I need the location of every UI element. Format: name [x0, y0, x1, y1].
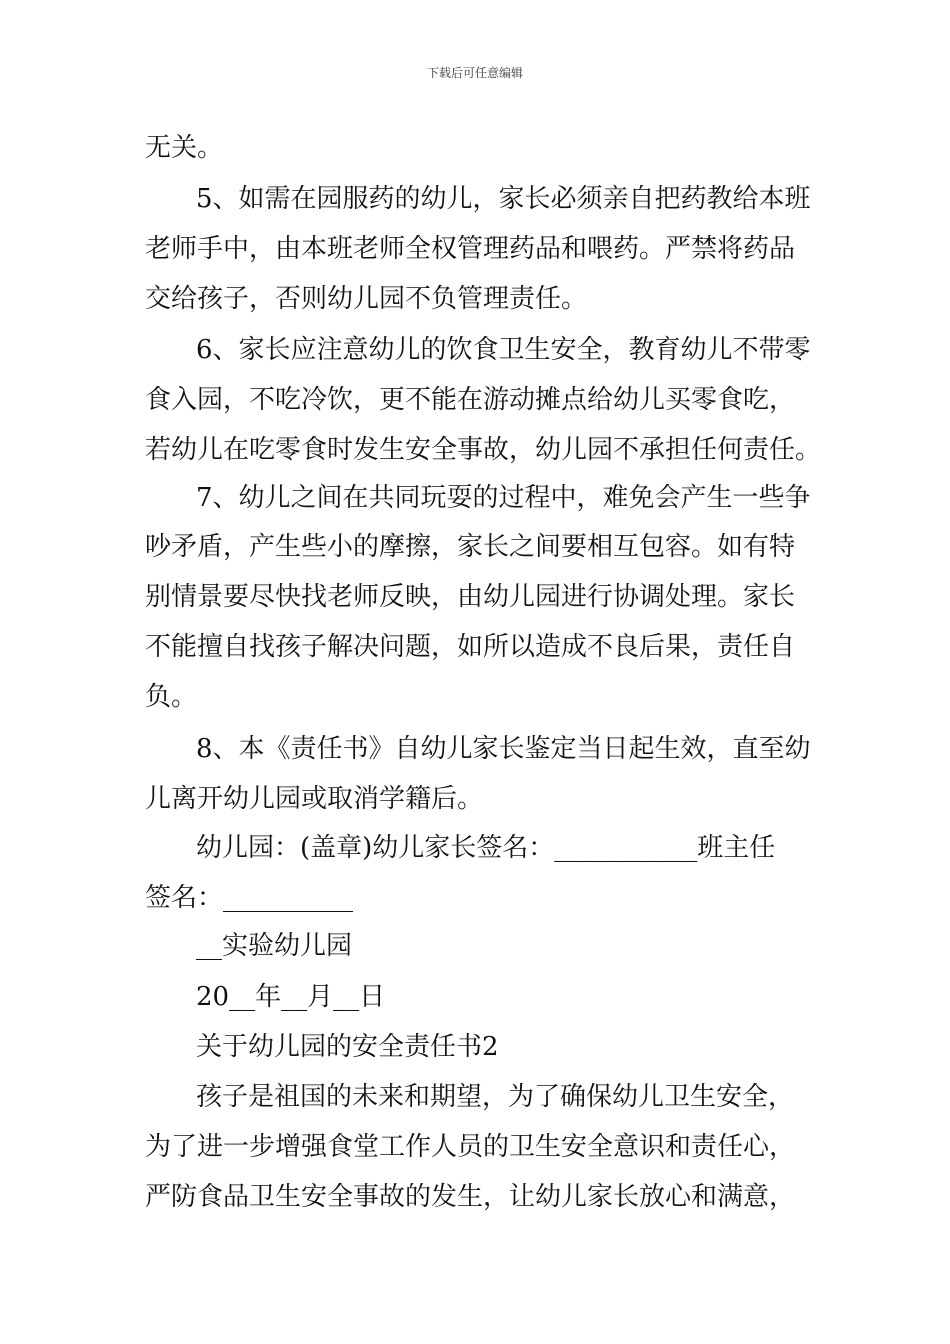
signature-line: 幼儿园：(盖章)幼儿家长签名：___________班主任 — [196, 833, 776, 863]
kindergarten-name: __实验幼儿园 — [196, 931, 353, 961]
text-line: 无关。 — [145, 133, 224, 163]
text-line: 老师手中，由本班老师全权管理药品和喂药。严禁将药品 — [145, 234, 796, 264]
text-line: 若幼儿在吃零食时发生安全事故，幼儿园不承担任何责任。 — [145, 435, 822, 465]
page-header-note: 下载后可任意编辑 — [426, 66, 523, 80]
text-line: 吵矛盾，产生些小的摩擦，家长之间要相互包容。如有特 — [145, 532, 796, 562]
signature-line: 签名：__________ — [145, 883, 354, 913]
text-line: 别情景要尽快找老师反映，由幼儿园进行协调处理。家长 — [145, 582, 796, 612]
text-line: 孩子是祖国的未来和期望，为了确保幼儿卫生安全， — [196, 1082, 795, 1112]
text-line: 6、家长应注意幼儿的饮食卫生安全，教育幼儿不带零 — [196, 335, 811, 365]
text-line: 交给孩子，否则幼儿园不负管理责任。 — [145, 284, 588, 314]
text-line: 8、本《责任书》自幼儿家长鉴定当日起生效，直至幼 — [196, 734, 811, 764]
text-line: 为了进一步增强食堂工作人员的卫生安全意识和责任心， — [145, 1132, 796, 1162]
text-line: 不能擅自找孩子解决问题，如所以造成不良后果，责任自 — [145, 632, 796, 662]
text-line: 7、幼儿之间在共同玩耍的过程中，难免会产生一些争 — [196, 483, 811, 513]
text-line: 负。 — [145, 682, 198, 712]
text-line: 5、如需在园服药的幼儿，家长必须亲自把药教给本班 — [196, 184, 811, 214]
text-line: 食入园，不吃冷饮，更不能在游动摊点给幼儿买零食吃， — [145, 385, 796, 415]
date-line: 20__年__月__日 — [196, 982, 386, 1012]
text-line: 严防食品卫生安全事故的发生，让幼儿家长放心和满意， — [145, 1182, 796, 1212]
text-line: 儿离开幼儿园或取消学籍后。 — [145, 784, 484, 814]
section-title: 关于幼儿园的安全责任书2 — [196, 1032, 499, 1062]
